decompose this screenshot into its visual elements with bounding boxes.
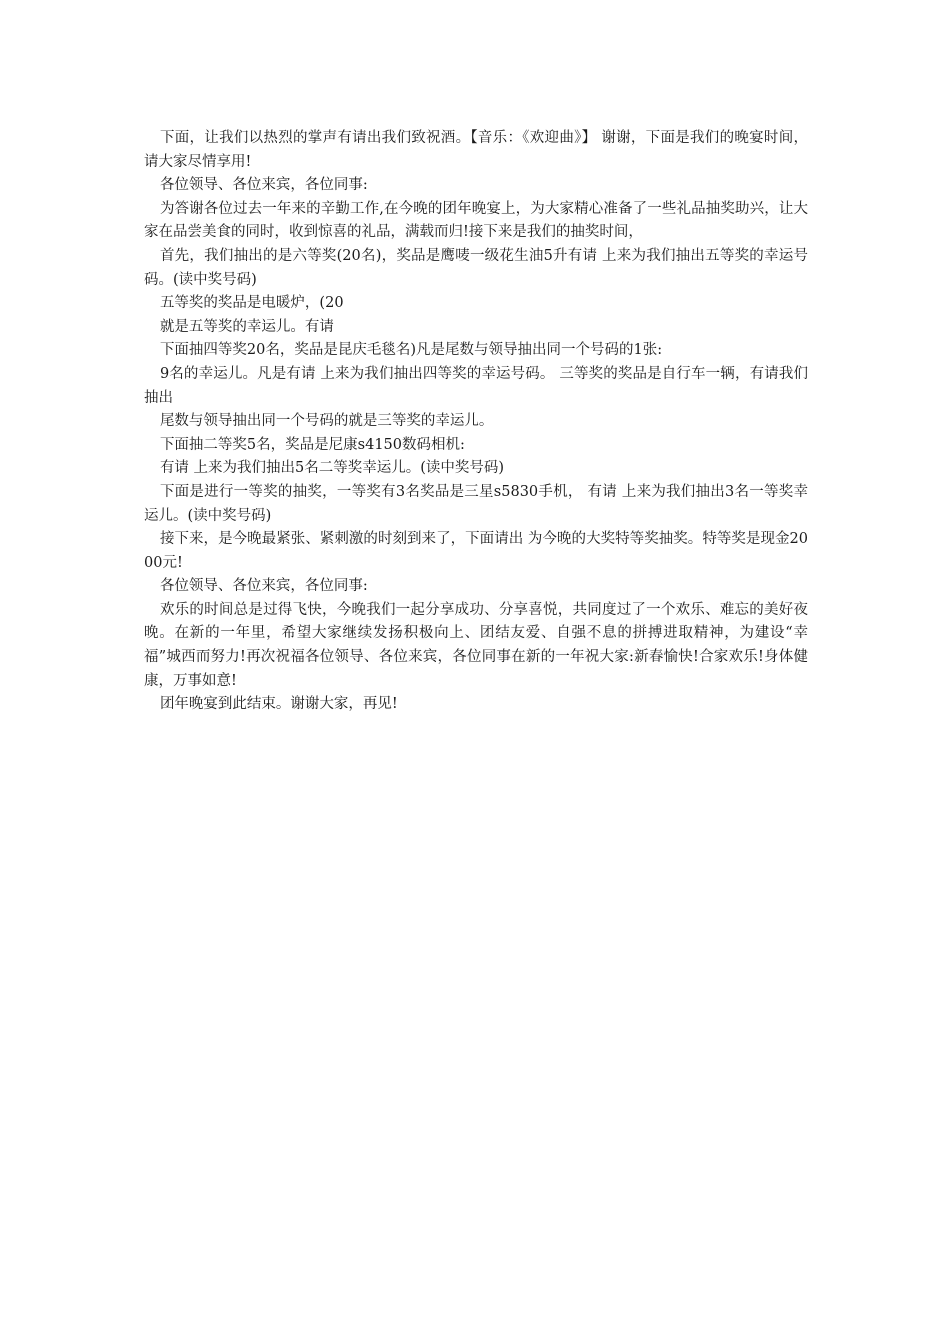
paragraph-greeting: 各位领导、各位来宾，各位同事:	[159, 177, 368, 194]
paragraph-first-prize: 下面是进行一等奖的抽奖，一等奖有3名奖品是三星s5830手机， 有请 上来为我们抽出3名一等奖幸运儿。(读中奖号码)	[144, 483, 808, 524]
paragraph-sixth-prize: 首先，我们抽出的是六等奖(20名)，奖品是鹰唛一级花生油5升有请 上来为我们抽出五等奖的幸运号码。(读中奖号码)	[144, 247, 808, 288]
paragraph-third-prize-winners: 尾数与领导抽出同一个号码的就是三等奖的幸运儿。	[159, 413, 494, 430]
paragraph-lottery-intro: 为答谢各位过去一年来的辛勤工作,在今晚的团年晚宴上，为大家精心准备了一些礼品抽奖助兴，让大家在品尝美食的同时，收到惊喜的礼品，满载而归!接下来是我们的抽奖时间，	[144, 200, 808, 241]
paragraph-farewell: 团年晚宴到此结束。谢谢大家，再见!	[159, 696, 398, 713]
paragraph-third-prize: 9名的幸运儿。凡是有请 上来为我们抽出四等奖的幸运号码。 三等奖的奖品是自行车一辆，有请我们抽出	[144, 365, 808, 406]
paragraph-grand-prize: 接下来，是今晚最紧张、紧刺激的时刻到来了，下面请出 为今晚的大奖特等奖抽奖。特等奖是现金2000元!	[144, 531, 808, 571]
paragraph-fifth-prize: 五等奖的奖品是电暖炉，(20	[159, 295, 344, 312]
paragraph-closing-greeting: 各位领导、各位来宾，各位同事:	[159, 578, 368, 595]
paragraph-fourth-prize: 下面抽四等奖20名，奖品是昆庆毛毯名)凡是尾数与领导抽出同一个号码的1张:	[159, 342, 663, 359]
paragraph-fifth-prize-winners: 就是五等奖的幸运儿。有请	[159, 318, 334, 335]
document-body	[144, 127, 808, 717]
paragraph-closing-speech: 欢乐的时间总是过得飞快，今晚我们一起分享成功、分享喜悦，共同度过了一个欢乐、难忘的美好夜晚。在新的一年里，希望大家继续发扬积极向上、团结友爱、自强不息的拼搏进取精神，为建设“幸福”城西而努力!再次祝福各位领导、各位来宾，各位同事在新的一年祝大家:新春愉快!合家欢乐!身体健康，万事如意!	[144, 601, 808, 689]
paragraph-second-prize-draw: 有请 上来为我们抽出5名二等奖幸运儿。(读中奖号码)	[159, 460, 505, 477]
paragraph-toast-invitation: 下面，让我们以热烈的掌声有请出我们致祝酒。【音乐：《欢迎曲》】 谢谢，下面是我们的晚宴时间，请大家尽情享用!	[144, 130, 808, 170]
paragraph-second-prize: 下面抽二等奖5名，奖品是尼康s4150数码相机:	[159, 436, 465, 453]
